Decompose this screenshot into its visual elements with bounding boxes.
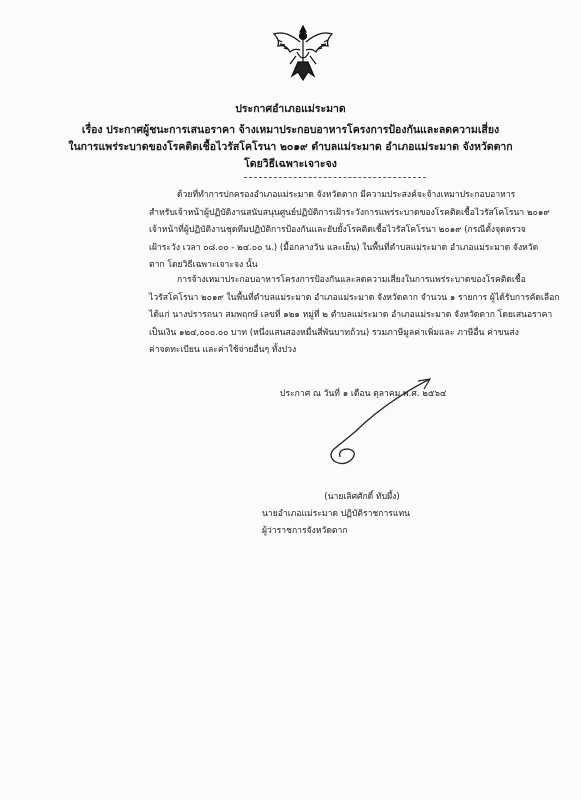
announcement-subject: เรื่อง ประกาศผู้ชนะการเสนอราคา จ้างเหมาประกอบอาหารโครงการป้องกันและลดความเสี่ยง (81, 124, 500, 136)
text-line: ด้วยที่ทำการปกครองอำเภอแม่ระมาด จังหวัดตาก มีความประสงค์จะจ้างเหมาประกอบอาหาร (177, 190, 516, 200)
announcement-subject-continued: ในการแพร่ระบาดของโรคติดเชื้อไวรัสโคโรนา ๒๐๑๙ ตำบลแม่ระมาด อำเภอแม่ระมาด จังหวัดตาก (68, 141, 513, 153)
garuda-emblem-icon (272, 22, 334, 82)
text-line: สำหรับเจ้าหน้าผู้ปฏิบัติงานสนับสนุนศูนย์ปฏิบัติการเฝ้าระวังการแพร่ระบาดของโรคติดเชื้อไวรัสโคโรนา ๒๐๑๙ (149, 207, 550, 218)
handwritten-signature (300, 375, 440, 475)
paragraph-winner (149, 272, 560, 360)
text-line: เฝ้าระวัง เวลา ๐๘.๐๐ - ๒๔.๐๐ น.) (มื้อกลางวัน และเย็น) ในพื้นที่ตำบลแม่ระมาด อำเภอแม่ระมาด จังหวัด (149, 242, 539, 253)
announcement-title: ประกาศอำเภอแม่ระมาด (235, 103, 346, 115)
procurement-method: โดยวิธีเฉพาะเจาะจง (244, 158, 337, 170)
text-line: การจ้างเหมาประกอบอาหารโครงการป้องกันและลดความเสี่ยงในการแพร่ระบาดของโรคติดเชื้อ (177, 275, 526, 285)
announcement-date: ประกาศ ณ วันที่ ๑ เดือน ตุลาคม พ.ศ. ๒๕๖๔ (280, 389, 447, 399)
divider (244, 177, 426, 178)
signatory-position: นายอำเภอแม่ระมาด ปฏิบัติราชการแทน (262, 509, 410, 519)
text-line: เป็นเงิน ๑๒๔,๐๐๐.๐๐ บาท (หนึ่งแสนสองหมื่นสี่พันบาทถ้วน) รวมภาษีมูลค่าเพิ่มและ ภาษีอื่น ค่าขนส่ง (149, 327, 519, 338)
signatory-position-line2: ผู้ว่าราชการจังหวัดตาก (262, 526, 348, 536)
signatory-name: (นายเลิศศักดิ์ ทับผึ้ง) (324, 492, 400, 502)
text-line: ไวรัสโคโรนา ๒๐๑๙ ในพื้นที่ตำบลแม่ระมาด อำเภอแม่ระมาด จังหวัดตาก จำนวน ๑ รายการ ผู้ได้รับการคัดเลือก (149, 292, 560, 303)
text-line: ได้แก่ นางปรารถนา สมพฤกษ์ เลขที่ ๑๒๑ หมู่ที่ ๒ ตำบลแม่ระมาด อำเภอแม่ระมาด จังหวัดตาก โดยเสนอราคา (149, 310, 553, 320)
text-line: ตาก โดยวิธีเฉพาะเจาะจง นั้น (149, 260, 258, 270)
text-line: ค่าจดทะเบียน และค่าใช้จ่ายอื่นๆ ทั้งปวง (149, 345, 297, 355)
text-line: เจ้าหน้าที่ผู้ปฏิบัติงานชุดทีมปฏิบัติการป้องกันและยับยั้งโรคติดเชื้อไวรัสโคโรนา ๒๐๑๙ (กรณีตั้งจุดตรวจ (149, 225, 526, 235)
paragraph-intro (149, 187, 550, 275)
